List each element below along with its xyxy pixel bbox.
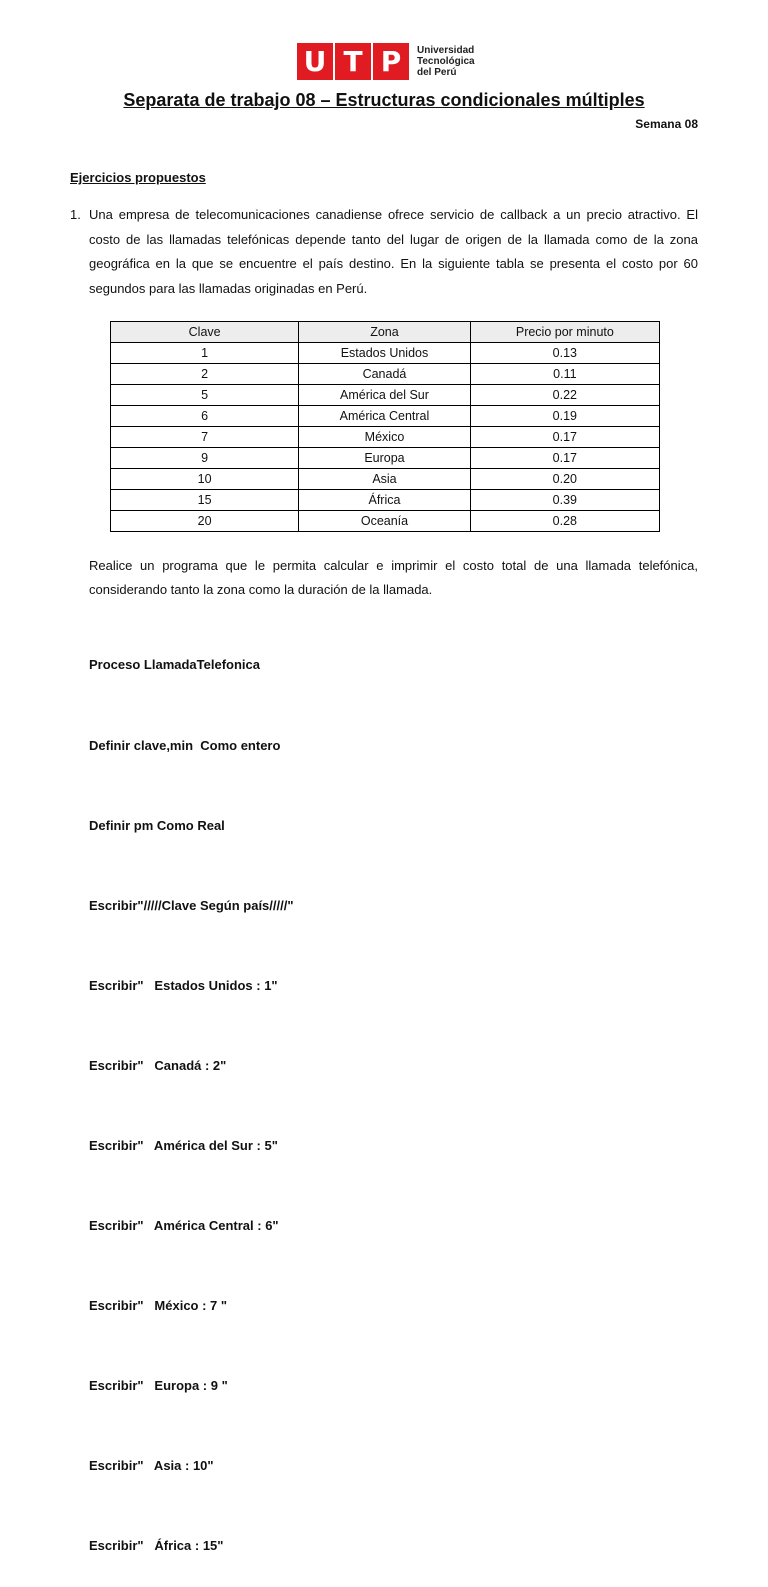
cell-clave: 7 — [111, 427, 299, 448]
table-row — [111, 364, 660, 385]
cell-precio: 0.28 — [470, 511, 659, 532]
logo-letters — [297, 43, 411, 80]
cell-zona: Europa — [299, 448, 470, 469]
cell-zona: Oceanía — [299, 511, 470, 532]
table-row — [111, 490, 660, 511]
cell-zona: África — [299, 490, 470, 511]
section-heading: Ejercicios propuestos — [70, 170, 206, 185]
logo-letter-p: P — [373, 43, 409, 80]
header-zona: Zona — [299, 322, 470, 343]
table-row — [111, 469, 660, 490]
cell-clave: 2 — [111, 364, 299, 385]
code-line: Escribir"/////Clave Según país/////" — [89, 897, 294, 913]
exercise-text: Una empresa de telecomunicaciones canadiense ofrece servicio de callback a un precio atractivo. El costo de las llamadas telefónicas depende tanto del lugar de origen de la llamada como de la zona geográfica en la que se encuentre el país destino. En la siguiente tabla se presenta el costo por 60 segundos para las llamadas originadas en Perú. — [89, 207, 698, 296]
code-line: Escribir" África : 15" — [89, 1538, 224, 1554]
document-title: Separata de trabajo 08 – Estructuras condicionales múltiples — [123, 90, 645, 110]
header-clave: Clave — [111, 322, 299, 343]
cell-clave: 10 — [111, 469, 299, 490]
cell-clave: 1 — [111, 343, 299, 364]
exercise-1 — [70, 203, 698, 301]
logo-wordmark — [417, 45, 475, 78]
logo-line-2: Tecnológica — [417, 56, 475, 67]
cell-precio: 0.20 — [470, 469, 659, 490]
table-row — [111, 427, 660, 448]
cell-clave: 5 — [111, 385, 299, 406]
pseudocode-block — [89, 599, 294, 1587]
logo-line-3: del Perú — [417, 67, 457, 78]
code-line: Escribir" Europa : 9 " — [89, 1378, 228, 1394]
cell-precio: 0.11 — [470, 364, 659, 385]
code-line: Escribir" México : 7 " — [89, 1298, 228, 1314]
code-line: Escribir" América del Sur : 5" — [89, 1137, 278, 1153]
table-row — [111, 385, 660, 406]
table-row — [111, 406, 660, 427]
cell-zona: Asia — [299, 469, 470, 490]
problem-statement: Realice un programa que le permita calcular e imprimir el costo total de una llamada telefónica, considerando tanto la zona como la duración de la llamada. — [89, 558, 698, 597]
cell-precio: 0.13 — [470, 343, 659, 364]
code-line: Definir clave,min Como entero — [89, 737, 281, 753]
code-line: Proceso LlamadaTelefonica — [89, 657, 260, 673]
cell-clave: 20 — [111, 511, 299, 532]
cell-zona: México — [299, 427, 470, 448]
logo-letter-t: T — [335, 43, 371, 80]
code-line: Escribir" Estados Unidos : 1" — [89, 977, 278, 993]
cell-precio: 0.19 — [470, 406, 659, 427]
code-line: Escribir" Canadá : 2" — [89, 1057, 227, 1073]
table-header-row — [111, 322, 660, 343]
code-line: Definir pm Como Real — [89, 817, 225, 833]
cell-clave: 15 — [111, 490, 299, 511]
cell-zona: América Central — [299, 406, 470, 427]
code-line: Escribir" América Central : 6" — [89, 1218, 279, 1234]
cell-precio: 0.17 — [470, 448, 659, 469]
cell-clave: 9 — [111, 448, 299, 469]
header-precio: Precio por minuto — [470, 322, 659, 343]
cell-precio: 0.39 — [470, 490, 659, 511]
logo-line-1: Universidad — [417, 45, 475, 56]
cell-precio: 0.17 — [470, 427, 659, 448]
cell-zona: Estados Unidos — [299, 343, 470, 364]
exercise-number: 1. — [70, 207, 81, 222]
cell-precio: 0.22 — [470, 385, 659, 406]
rates-table — [110, 321, 660, 532]
logo-letter-u: U — [297, 43, 333, 80]
week-label: Semana 08 — [635, 117, 698, 131]
table-row — [111, 448, 660, 469]
cell-clave: 6 — [111, 406, 299, 427]
cell-zona: América del Sur — [299, 385, 470, 406]
cell-zona: Canadá — [299, 364, 470, 385]
code-line: Escribir" Asia : 10" — [89, 1458, 214, 1474]
utp-logo — [297, 43, 475, 80]
table-row — [111, 343, 660, 364]
table-row — [111, 511, 660, 532]
